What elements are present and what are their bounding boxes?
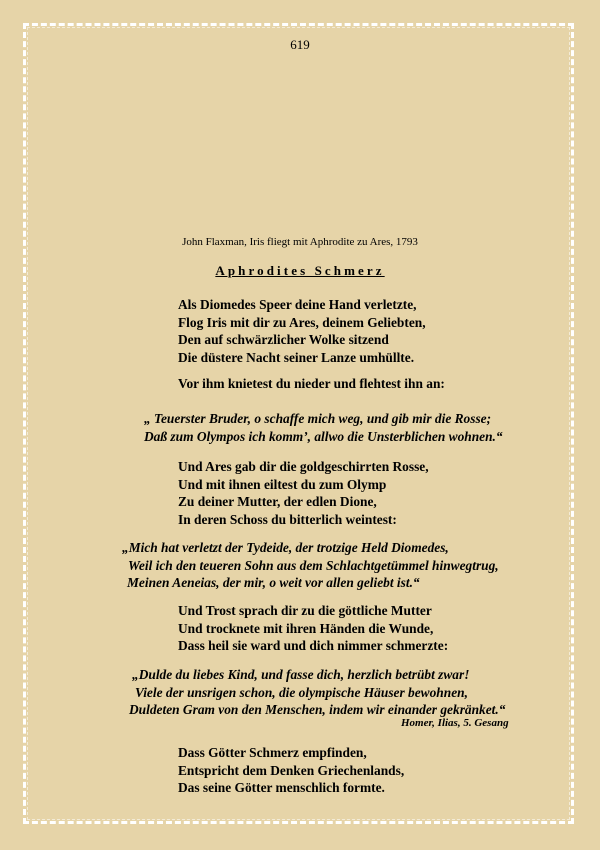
verse-line: Entspricht dem Denken Griechenlands, bbox=[178, 762, 405, 778]
stanza-4 bbox=[178, 602, 448, 655]
quote-line: Weil ich den teueren Sohn aus dem Schlachtgetümmel hinwegtrug, bbox=[128, 557, 499, 573]
quote-line: „Mich hat verletzt der Tydeide, der trotzige Held Diomedes, bbox=[122, 540, 449, 555]
stanza-3 bbox=[178, 458, 429, 528]
verse-line: Die düstere Nacht seiner Lanze umhüllte. bbox=[178, 349, 415, 365]
verse-line: Und Ares gab dir die goldgeschirrten Rosse, bbox=[178, 459, 429, 474]
verse-line: Vor ihm knietest du nieder und flehtest ihn an: bbox=[178, 376, 445, 391]
stanza-2 bbox=[178, 375, 445, 393]
quote-line: Viele der unsrigen schon, die olympische Häuser bewohnen, bbox=[135, 684, 468, 700]
verse-line: Flog Iris mit dir zu Ares, deinem Geliebten, bbox=[178, 314, 426, 330]
quote-line: Duldeten Gram von den Menschen, indem wir einander gekränket.“ bbox=[129, 702, 506, 718]
stanza-5 bbox=[178, 744, 404, 797]
verse-line: In deren Schoss du bitterlich weintest: bbox=[178, 511, 397, 527]
verse-line: Den auf schwärzlicher Wolke sitzend bbox=[178, 332, 389, 348]
image-caption: John Flaxman, Iris fliegt mit Aphrodite zu Ares, 1793 bbox=[182, 236, 418, 248]
quote-line: „Dulde du liebes Kind, und fasse dich, herzlich betrübt zwar! bbox=[132, 667, 470, 682]
verse-line: Und trocknete mit ihren Händen die Wunde, bbox=[178, 620, 434, 636]
verse-line: Und Trost sprach dir zu die göttliche Mutter bbox=[178, 603, 432, 618]
stanza-1 bbox=[178, 296, 426, 366]
source-attribution: Homer, Ilias, 5. Gesang bbox=[401, 717, 509, 729]
verse-line: Dass Götter Schmerz empfinden, bbox=[178, 745, 367, 760]
quote-1 bbox=[144, 410, 503, 445]
verse-line: Dass heil sie ward und dich nimmer schmerzte: bbox=[178, 638, 449, 654]
quote-line: Meinen Aeneias, der mir, o weit vor allen geliebt ist.“ bbox=[127, 575, 420, 591]
verse-line: Als Diomedes Speer deine Hand verletzte, bbox=[178, 297, 417, 312]
verse-line: Und mit ihnen eiltest du zum Olymp bbox=[178, 476, 387, 492]
verse-line: Das seine Götter menschlich formte. bbox=[178, 780, 385, 796]
quote-3 bbox=[129, 666, 506, 719]
quote-line: Daß zum Olympos ich komm’, allwo die Unsterblichen wohnen.“ bbox=[144, 428, 503, 444]
page-number: 619 bbox=[290, 37, 310, 52]
verse-line: Zu deiner Mutter, der edlen Dione, bbox=[178, 494, 377, 510]
quote-2 bbox=[122, 539, 499, 592]
poem-title: Aphrodites Schmerz bbox=[215, 263, 385, 278]
quote-line: „ Teuerster Bruder, o schaffe mich weg, und gib mir die Rosse; bbox=[144, 411, 492, 426]
